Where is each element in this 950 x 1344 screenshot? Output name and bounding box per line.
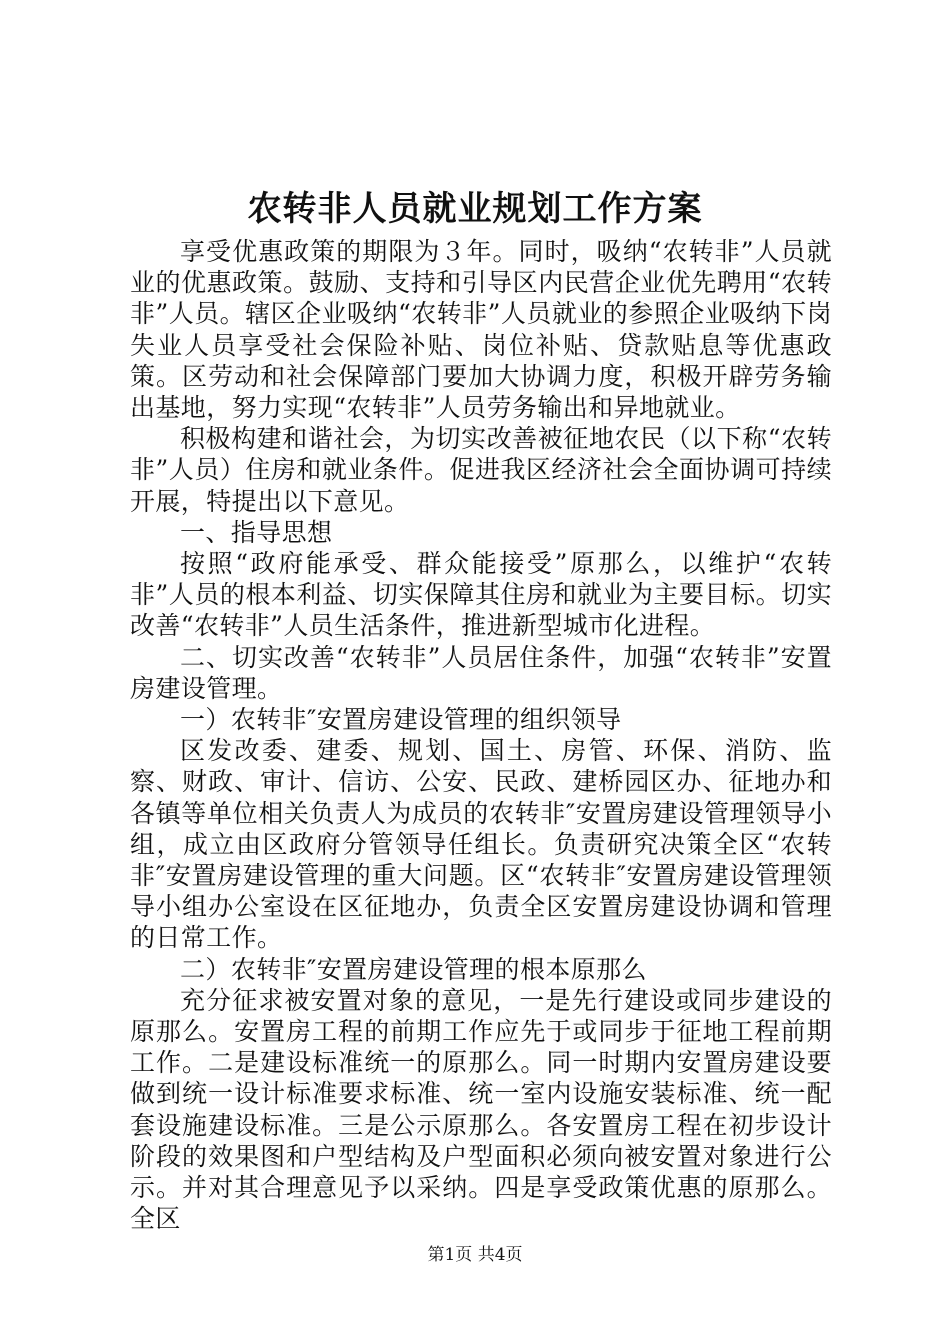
paragraph-5: 充分征求被安置对象的意见，一是先行建设或同步建设的原那么。安置房工程的前期工作应先于或同步于征地工程前期工作。二是建设标准统一的原那么。同一时期内安置房建设要做到统一设计标准要求标准、统一室内设施安装标准、统一配套设施建设标准。三是公示原那么。各安置房工程在初步设计阶段的效果图和户型结构及户型面积必须向被安置对象进行公示。并对其合理意见予以采纳。四是享受政策优惠的原那么。全区 (130, 985, 832, 1234)
paragraph-1: 享受优惠政策的期限为３年。同时，吸纳“农转非”人员就业的优惠政策。鼓励、支持和引导区内民营企业优先聘用“农转非”人员。辖区企业吸纳“农转非”人员就业的参照企业吸纳下岗失业人员享受社会保险补贴、岗位补贴、贷款贴息等优惠政策。区劳动和社会保障部门要加大协调力度，积极开辟劳务输出基地，努力实现“农转非”人员劳务输出和异地就业。 (130, 237, 832, 423)
section-heading-1: 一、指导思想 (180, 517, 333, 547)
subsection-heading-2: 二）农转非″安置房建设管理的根本原那么 (180, 954, 647, 984)
document-body (130, 236, 832, 1235)
paragraph-3: 按照“政府能承受、群众能接受”原那么，以维护“农转非”人员的根本利益、切实保障其住房和就业为主要目标。切实改善“农转非”人员生活条件，推进新型城市化进程。 (130, 549, 832, 641)
section-heading-2: 二、切实改善“农转非”人员居住条件，加强“农转非”安置房建设管理。 (130, 642, 832, 703)
paragraph-2: 积极构建和谐社会，为切实改善被征地农民（以下称“农转非”人员）住房和就业条件。促进我区经济社会全面协调可持续开展，特提出以下意见。 (130, 424, 832, 516)
page-footer: 第1页 共4页 (427, 1245, 523, 1265)
subsection-heading-1: 一）农转非″安置房建设管理的组织领导 (180, 705, 622, 735)
paragraph-4: 区发改委、建委、规划、国土、房管、环保、消防、监察、财政、审计、信访、公安、民政、建桥园区办、征地办和各镇等单位相关负责人为成员的农转非″安置房建设管理领导小组，成立由区政府分管领导任组长。负责研究决策全区“农转非″安置房建设管理的重大问题。区“农转非″安置房建设管理领导小组办公室设在区征地办，负责全区安置房建设协调和管理的日常工作。 (130, 736, 832, 953)
document-title: 农转非人员就业规划工作方案 (247, 189, 703, 229)
